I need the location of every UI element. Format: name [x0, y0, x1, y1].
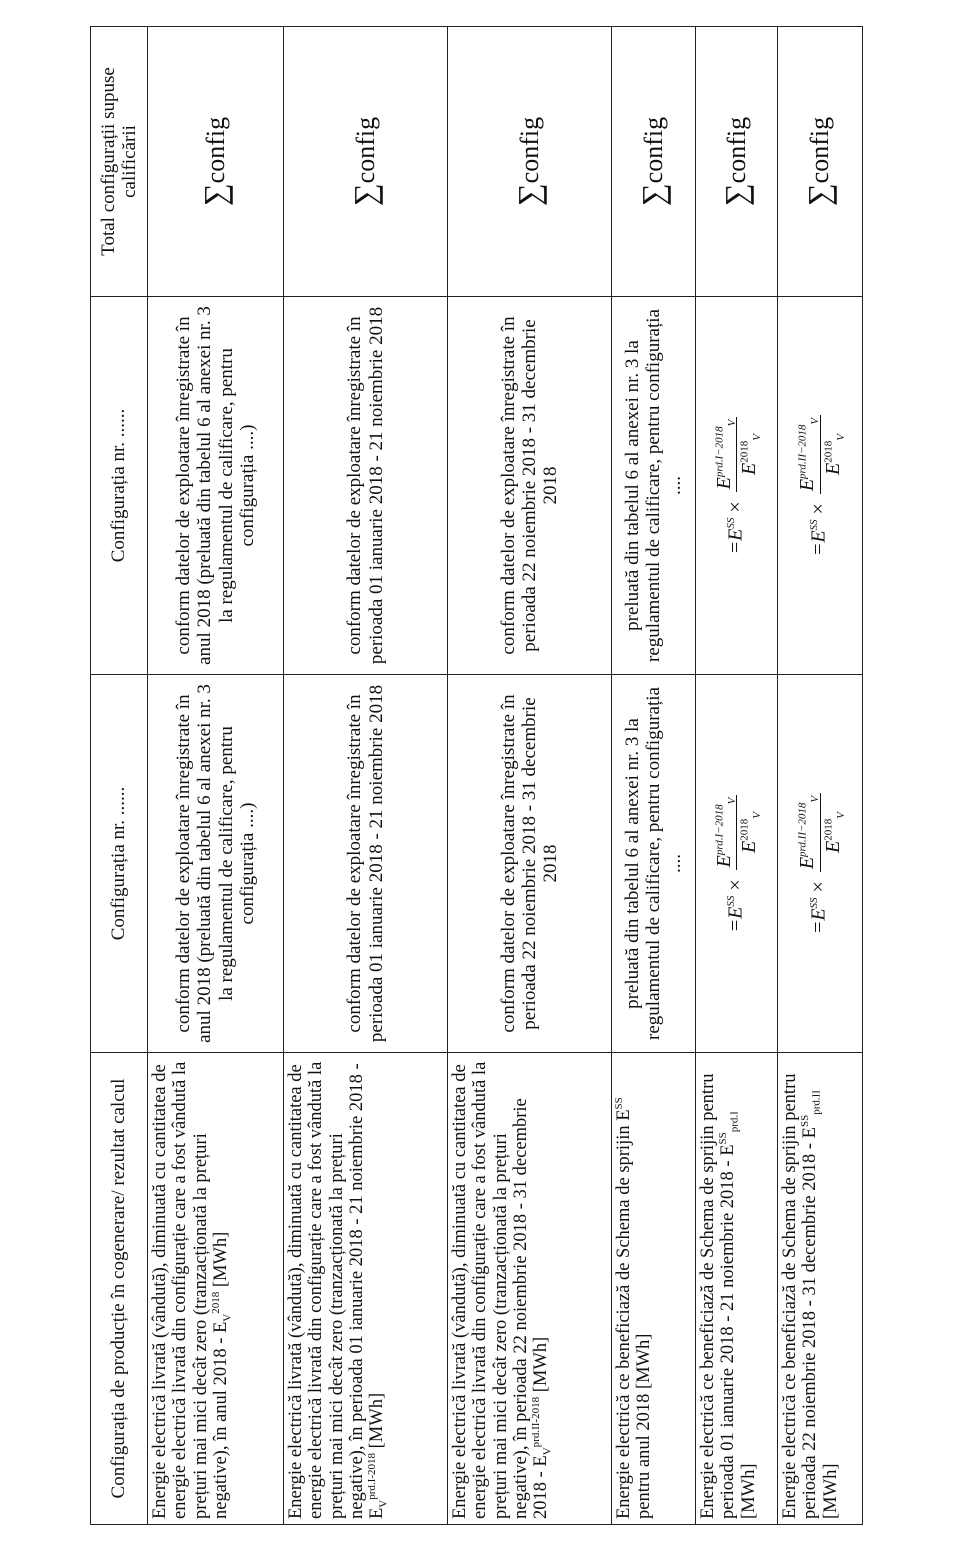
cell-total: ∑config [696, 27, 778, 297]
table-row [778, 27, 863, 1525]
cell-total: ∑config [778, 27, 863, 297]
cell-total: ∑config [148, 27, 284, 297]
row-desc: Energie electrică livrată (vândută), diminuată cu cantitatea de energie electrică livrată din configurație care a fost vândută la prețuri mai mici decât zero (tranzacționată la prețuri negative), în perioada 01 ianuarie 2018 - 21 noiembrie $2018 - E_V^{prd.I-2018}$ [MWh] [284, 1053, 448, 1525]
header-total: Total configurații supuse calificării [91, 27, 148, 297]
table-row [696, 27, 778, 1525]
table-row [148, 27, 284, 1525]
cell-total: ∑config [612, 27, 696, 297]
row-desc: Energie electrică livrată (vândută), diminuată cu cantitatea de energie electrică livrată din configurație care a fost vândută la prețuri mai mici decât zero (tranzacționată la prețuri negative), în perioada 22 noiembrie 2018 - 31 decembrie $2018 - E_V^{prd.II-2018}$ [MWh] [448, 1053, 612, 1525]
table-row [612, 27, 696, 1525]
table-row [284, 27, 448, 1525]
table-header-row [91, 27, 148, 1525]
header-config: Configurația de producție în cogenerare/ rezultat calcul [91, 1053, 148, 1525]
header-config-b: Configurația nr. ...... [91, 297, 148, 675]
cell-config-a: conform datelor de exploatare înregistrate în anul 2018 (preluată din tabelul 6 al anexei nr. 3 la regulamentul de calificare, pentru configurația ....) [148, 675, 284, 1053]
cell-config-b: preluată din tabelul 6 al anexei nr. 3 la regulamentul de calificare, pentru configurația .... [612, 297, 696, 675]
row-desc: Energie electrică ce beneficiază de Schema de sprijin $E^{SS}$ pentru anul 2018 [MWh] [612, 1053, 696, 1525]
fraction: $E^{prd.II-2018}_V$ $E^{2018}_V$ [796, 793, 844, 872]
cell-config-a: preluată din tabelul 6 al anexei nr. 3 la regulamentul de calificare, pentru configurația .... [612, 675, 696, 1053]
cell-total: ∑config [284, 27, 448, 297]
calc-table [90, 26, 863, 1525]
formula-cell: $=E^{SS}$ × $E^{prd.I-2018}_V$ $E^{2018}_V$ [696, 675, 778, 1053]
table-row [448, 27, 612, 1525]
fraction: $E^{prd.I-2018}_V$ $E^{2018}_V$ [713, 795, 761, 871]
cell-total: ∑config [448, 27, 612, 297]
formula-cell: $=E^{SS}$ × $E^{prd.II-2018}_V$ $E^{2018}_V$ [778, 297, 863, 675]
cell-config-a: conform datelor de exploatare înregistrate în perioada 22 noiembrie 2018 - 31 decembrie 2018 [448, 675, 612, 1053]
cell-config-b: conform datelor de exploatare înregistrate în anul 2018 (preluată din tabelul 6 al anexei nr. 3 la regulamentul de calificare, pentru configurația ....) [148, 297, 284, 675]
rotated-page [90, 27, 862, 1525]
row-desc: Energie electrică livrată (vândută), diminuată cu cantitatea de energie electrică livrată din configurație care a fost vândută la prețuri mai mici decât zero (tranzacționată la prețuri negative), în anul $2018 - E_V^{2018}$ [MWh] [148, 1053, 284, 1525]
row-desc: Energie electrică ce beneficiază de Schema de sprijin pentru perioada 22 noiembrie 2018 - 31 decembrie $2018 - E^{SS}_{prd.II}$ [MWh] [778, 1053, 863, 1525]
formula-cell: $=E^{SS}$ × $E^{prd.II-2018}_V$ $E^{2018}_V$ [778, 675, 863, 1053]
fraction: $E^{prd.I-2018}_V$ $E^{2018}_V$ [713, 417, 761, 493]
formula-cell: $=E^{SS}$ × $E^{prd.I-2018}_V$ $E^{2018}_V$ [696, 297, 778, 675]
cell-config-b: conform datelor de exploatare înregistrate în perioada 22 noiembrie 2018 - 31 decembrie 2018 [448, 297, 612, 675]
cell-config-a: conform datelor de exploatare înregistrate în perioada 01 ianuarie 2018 - 21 noiembrie 2018 [284, 675, 448, 1053]
cell-config-b: conform datelor de exploatare înregistrate în perioada 01 ianuarie 2018 - 21 noiembrie 2018 [284, 297, 448, 675]
header-config-a: Configurația nr. ...... [91, 675, 148, 1053]
row-desc: Energie electrică ce beneficiază de Schema de sprijin pentru perioada 01 ianuarie 2018 - 21 noiembrie $2018 - E^{SS}_{prd.I}$ [MWh] [696, 1053, 778, 1525]
fraction: $E^{prd.II-2018}_V$ $E^{2018}_V$ [796, 415, 844, 494]
